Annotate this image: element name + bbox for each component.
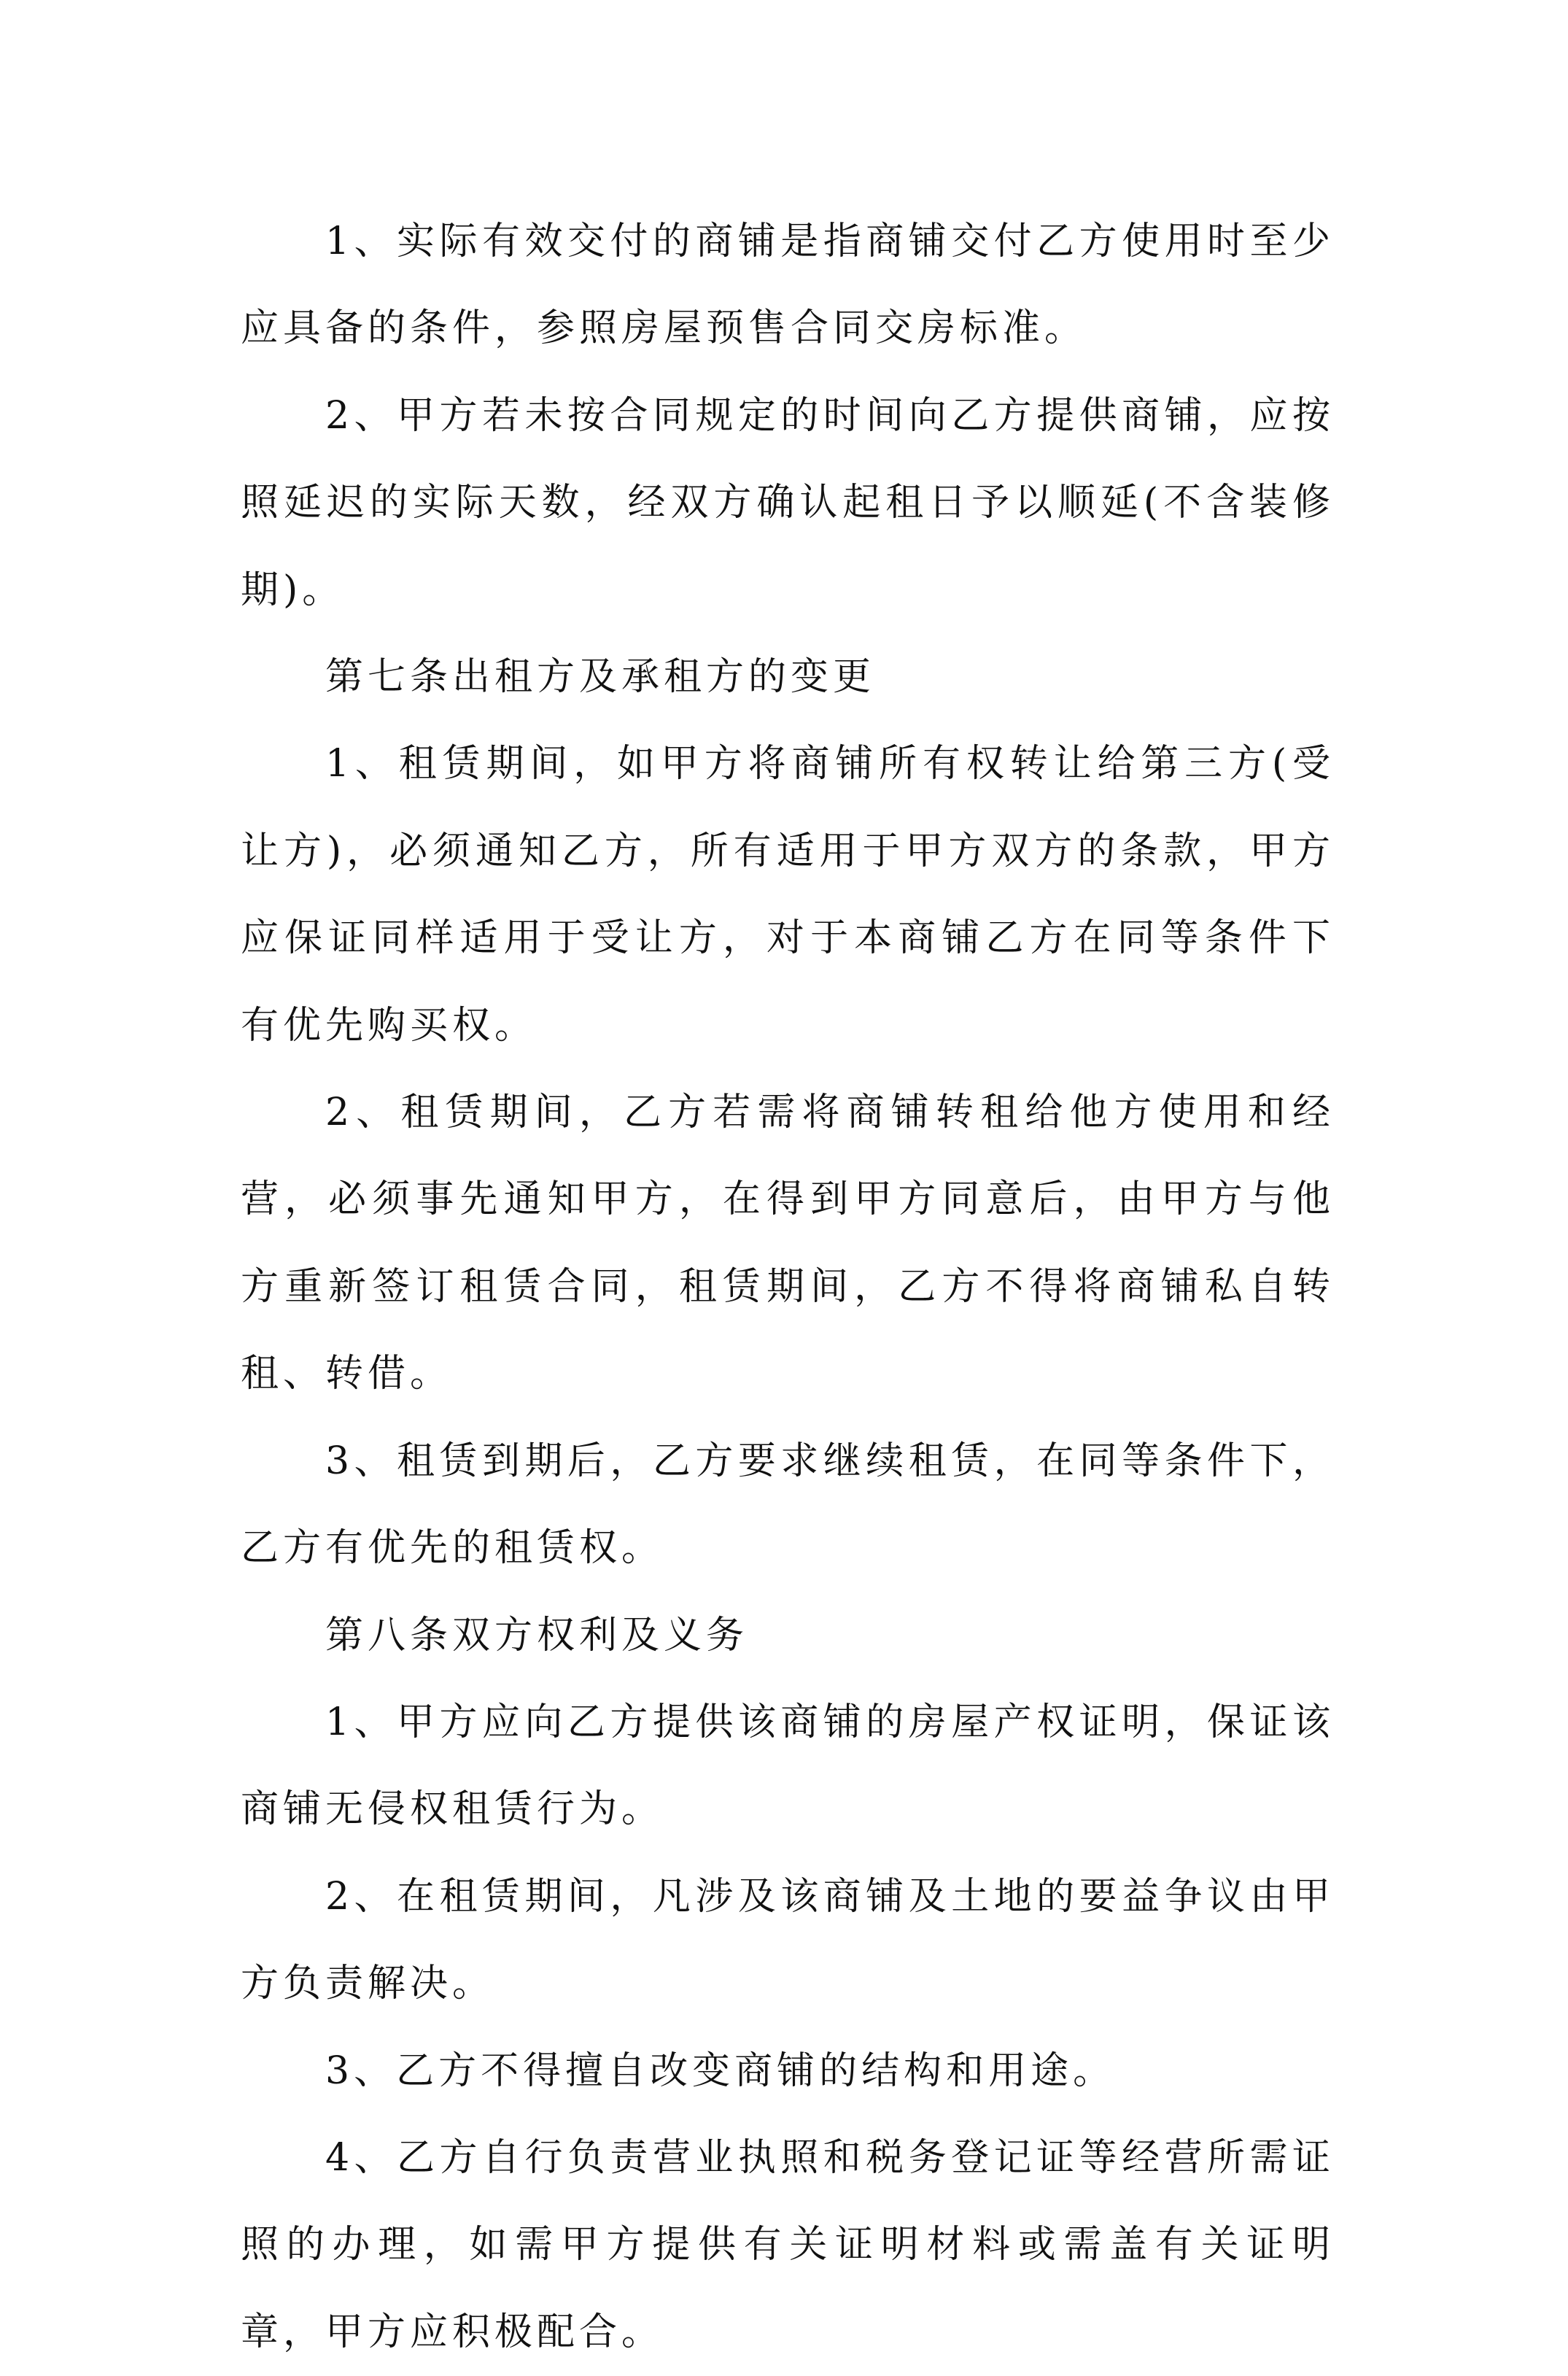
paragraph-delivery-conditions: 1、实际有效交付的商铺是指商铺交付乙方使用时至少应具备的条件，参照房屋预售合同交房标准。 [241, 220, 1335, 351]
paragraph-ownership-transfer: 1、租赁期间，如甲方将商铺所有权转让给第三方(受让方)，必须通知乙方，所有适用于甲方双方的条款，甲方应保证同样适用于受让方，对于本商铺乙方在同等条件下有优先购买权。 [241, 742, 1335, 1048]
article-7-heading: 第七条出租方及承租方的变更 [325, 655, 876, 700]
paragraph-sublease: 2、租赁期间，乙方若需将商铺转租给他方使用和经营，必须事先通知甲方，在得到甲方同意后，由甲方与他方重新签订租赁合同，租赁期间，乙方不得将商铺私自转租、转借。 [241, 1091, 1335, 1396]
paragraph-business-license: 4、乙方自行负责营业执照和税务登记证等经营所需证照的办理，如需甲方提供有关证明材料或需盖有关证明章，甲方应积极配合。 [241, 2135, 1335, 2354]
paragraph-renewal-priority: 3、租赁到期后，乙方要求继续租赁，在同等条件下，乙方有优先的租赁权。 [241, 1439, 1335, 1571]
paragraph-structure-use: 3、乙方不得擅自改变商铺的结构和用途。 [325, 2048, 1116, 2093]
article-8-heading: 第八条双方权利及义务 [325, 1613, 749, 1657]
paragraph-property-certificate: 1、甲方应向乙方提供该商铺的房屋产权证明，保证该商铺无侵权租赁行为。 [241, 1700, 1335, 1832]
document-body [241, 198, 1335, 2376]
paragraph-delay-extension: 2、甲方若未按合同规定的时间向乙方提供商铺，应按照延迟的实际天数，经双方确认起租日予以顺延(不含装修期)。 [241, 393, 1335, 612]
paragraph-land-disputes: 2、在租赁期间，凡涉及该商铺及土地的要益争议由甲方负责解决。 [241, 1874, 1335, 2006]
